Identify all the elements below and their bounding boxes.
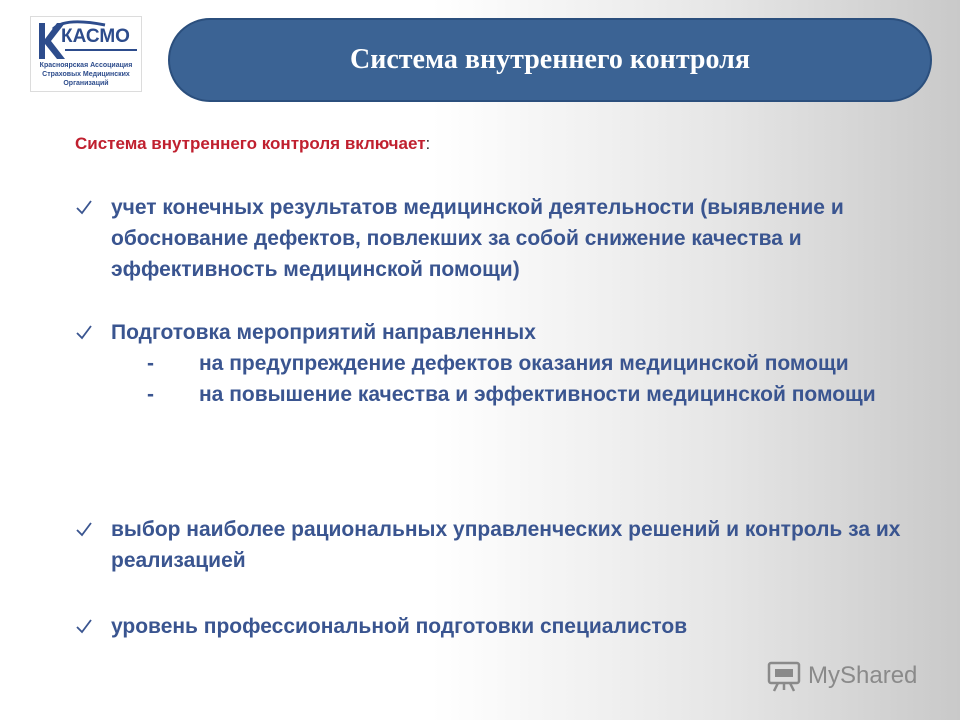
bullet-item [74,611,934,642]
bullet-item [74,317,934,410]
logo-caption-line: Страховых Медицинских [42,71,130,78]
checkmark-icon [74,617,94,637]
intro-text: Система внутреннего контроля включает [75,134,426,153]
bullet-text: выбор наиболее рациональных управленческих решений и контроль за их реализацией [111,518,901,572]
intro-colon: : [425,134,431,153]
bullet-text: Подготовка мероприятий направленных [111,321,536,344]
sub-item [111,348,934,379]
bullet-text: учет конечных результатов медицинской деятельности (выявление и обоснование дефектов, повлекших за собой снижение качества и эффективность медицинской помощи) [111,196,844,281]
checkmark-icon [74,198,94,218]
myshared-watermark [766,656,926,696]
logo-caption-line: Красноярская Ассоциация [39,62,133,69]
logo-caption [33,61,139,88]
kasmo-logo [30,16,142,92]
watermark-text: MyShared [808,662,918,689]
checkmark-icon [74,520,94,540]
bullet-item [74,514,934,576]
title-banner [168,18,932,102]
sub-item-dash: - [147,352,154,375]
presentation-board-icon [766,660,802,692]
checkmark-icon [74,323,94,343]
bullet-item [74,192,934,285]
sub-item-dash: - [147,383,154,406]
slide-title: Система внутреннего контроля [350,44,750,75]
logo-brand-text: КАСМО [61,26,130,47]
sub-item-text: на предупреждение дефектов оказания медицинской помощи [199,352,849,375]
logo-caption-line: Организаций [63,80,109,87]
sub-item-text: на повышение качества и эффективности медицинской помощи [199,383,876,406]
intro-line [75,134,430,154]
sub-item [111,379,934,410]
bullet-text: уровень профессиональной подготовки специалистов [111,615,688,638]
